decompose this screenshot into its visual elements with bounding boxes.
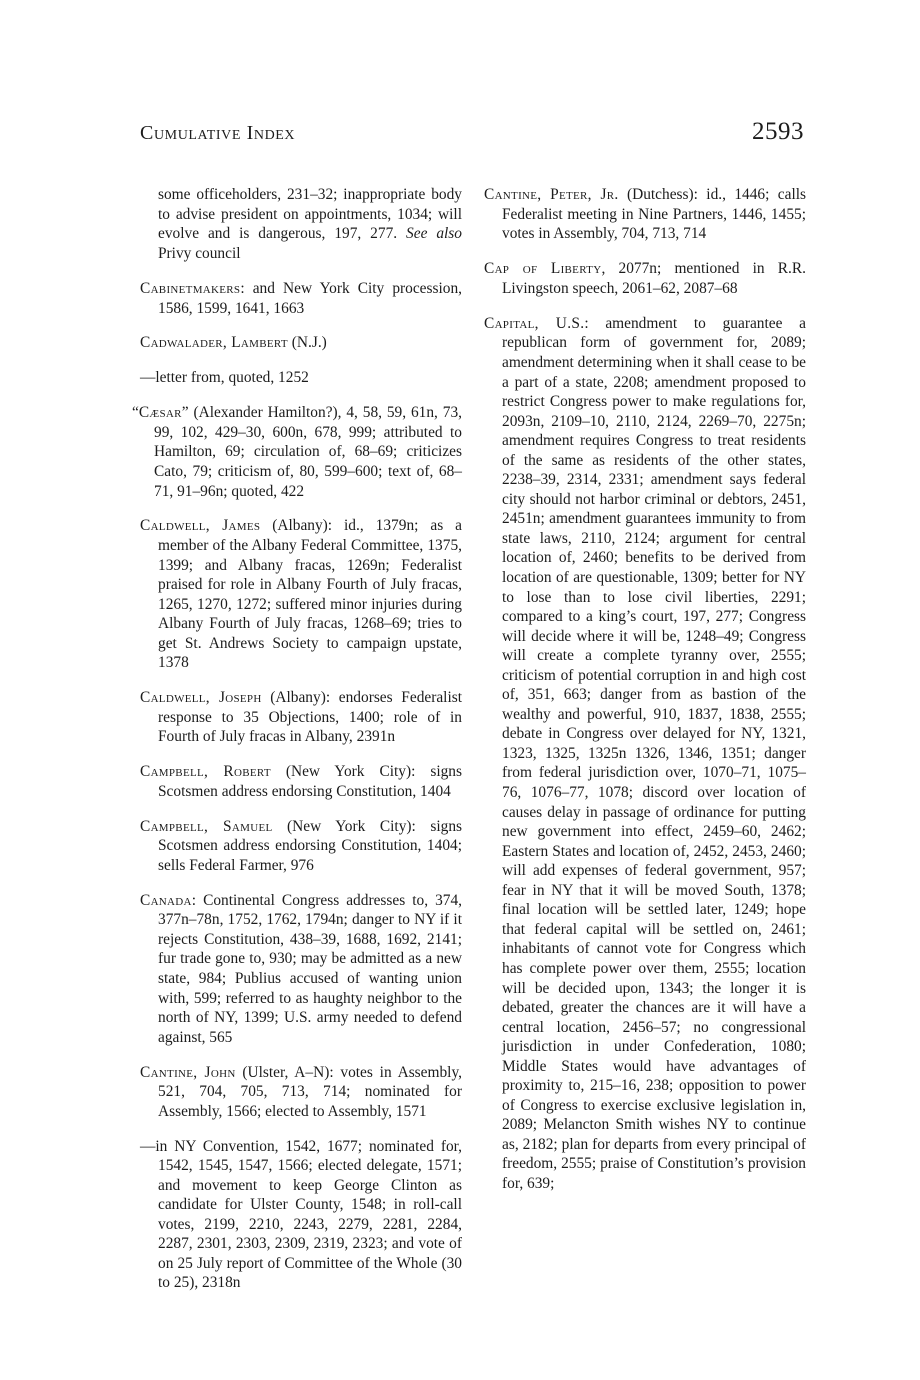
- see-also-label: See also: [406, 225, 462, 243]
- entry-headword: Cantine, Peter, Jr.: [484, 186, 619, 204]
- index-subentry: [140, 368, 462, 388]
- index-column-left: [132, 170, 462, 1297]
- index-entry: [140, 333, 462, 353]
- entry-headword: Campbell, Robert: [140, 763, 271, 781]
- index-subentry: [140, 1137, 462, 1293]
- entry-headword: Cadwalader, Lambert: [140, 334, 288, 352]
- entry-text: : and New York City procession, 1586, 1599, 1641, 1663: [158, 279, 462, 317]
- entry-headword: Canada: [140, 891, 192, 909]
- running-head: [140, 118, 804, 152]
- index-entry-continuation: [140, 185, 462, 263]
- index-entry: [140, 688, 462, 747]
- entry-text: —letter from, quoted, 1252: [140, 369, 309, 387]
- entry-headword: Caldwell, Joseph: [140, 689, 262, 707]
- entry-text: : Continental Congress addresses to, 374, 377n–78n, 1752, 1762, 1794n; danger to NY if it rejects Constitution, 438–39, 1688, 1692, 2141; fur trade gone to, 930; may be admitted as a new state, 984; Publius accused of wanting union with, 599; referred to as haughty neighbor to the north of NY, 1399; U.S. army needed to defend against, 565: [158, 891, 462, 1046]
- entry-headword: Cabinetmakers: [140, 279, 241, 297]
- index-entry: [484, 259, 806, 298]
- entry-text: (New York City): signs Scotsmen address endorsing Constitution, 1404; sells Federal Farmer, 976: [158, 817, 462, 874]
- entry-headword: Cantine, John: [140, 1063, 236, 1081]
- entry-text: (N.J.): [287, 334, 327, 352]
- entry-text: (Dutchess): id., 1446; calls Federalist meeting in Nine Partners, 1446, 1455; votes in Assembly, 704, 713, 714: [502, 186, 806, 243]
- entry-text: some officeholders, 231–32; inappropriate body to advise president on appointments, 1034; will evolve and is dangerous, 197, 277.: [158, 186, 462, 243]
- index-entry: [132, 403, 462, 501]
- entry-text: (Albany): endorses Federalist response to 35 Objections, 1400; role of in Fourth of July fracas in Albany, 2391n: [158, 689, 462, 746]
- index-entry: [140, 762, 462, 801]
- running-head-title: Cumulative Index: [140, 122, 296, 144]
- index-entry: [140, 1063, 462, 1122]
- entry-headword: Cæsar: [138, 404, 182, 422]
- entry-text: (Albany): id., 1379n; as a member of the Albany Federal Committee, 1375, 1399; and Albany fracas, 1269n; Federalist praised for role in Albany Fourth of July fracas, 1265, 1270, 1272; suffered minor injuries during Albany Fourth of July fracas, 1268–69; tries to get St. Andrews Society to campaign upstate, 1378: [158, 517, 462, 672]
- entry-text: (Ulster, A–N): votes in Assembly, 521, 704, 705, 713, 714; nominated for Assembly, 1566; elected to Assembly, 1571: [158, 1063, 462, 1120]
- entry-text: ” (Alexander Hamilton?), 4, 58, 59, 61n, 73, 99, 102, 429–30, 600n, 678, 999; attributed to Hamilton, 69; circulation of, 68–69; criticizes Cato, 79; criticism of, 80, 599–600; text of, 68–71, 91–96n; quoted, 422: [154, 404, 462, 500]
- index-entry: [484, 314, 806, 1194]
- index-entry: [140, 516, 462, 672]
- entry-headword: Campbell, Samuel: [140, 817, 273, 835]
- entry-headword: Capital, U.S.: [484, 314, 585, 332]
- index-entry: [140, 891, 462, 1047]
- index-column-right: [484, 170, 806, 1198]
- entry-headword: Caldwell, James: [140, 517, 261, 535]
- index-entry: [140, 817, 462, 876]
- entry-text: : amendment to guarantee a republican form of government for, 2089; amendment determining when it shall cease to be a part of a state, 2208; amendment proposed to restrict Congress power to make regulations for, 2093n, 2109–10, 2110, 2124, 2269–70, 2275n; amendment requires Congress to treat residents of the same as residents of the other states, 2238–39, 2314, 2331; amendment says federal city should not harbor criminal or debtors, 2451, 2451n; amendment guarantees immunity to from state laws, 2110, 2124; argument for central location of, 2460; benefits to be derived from location of are questionable, 1309; better for NY to lose than to lose civil liberties, 2291; compared to a king’s court, 197, 277; Congress will decide where it will be, 1248–49; Congress will create a complete tyranny over, 2555; criticism of potential corruption in and high cost of, 351, 663; danger from as bastion of the wealthy and powerful, 910, 1837, 1838, 2555; debate in Congress over delayed for NY, 1321, 1323, 1325, 1325n 1326, 1346, 1351; danger from federal jurisdiction over, 1070–71, 1075–76, 1076–77, 1078; discord over location of causes delay in passage of ordinance for putting new government into effect, 2459–60, 2462; Eastern States and location of, 2452, 2453, 2460; will add expenses of federal government, 957; fear in NY that it will be moved South, 1378; final location will be settled later, 1249; hope that federal capital will be settled on, 2461; inhabitants of cannot vote for Congress which has complete power over them, 2555; location will be decided upon, 1343; the longer it is debated, greater the chances are it will have a central location, 2456–57; no congressional jurisdiction in under Confederation, 1080; Middle States would have advantages of proximity to, 215–16, 238; opposition to power of Congress to exercise exclusive legislation in, 2089; Melancton Smith wishes NY to continue as, 2182; plan for departs from every principal of freedom, 2555; praise of Constitution’s provision for, 639;: [502, 314, 806, 1192]
- index-entry: [140, 279, 462, 318]
- see-also-target: Privy council: [158, 245, 241, 263]
- open-quote: “: [132, 404, 139, 422]
- index-entry: [484, 185, 806, 244]
- entry-text: (New York City): signs Scotsmen address endorsing Constitution, 1404: [158, 763, 462, 800]
- page-number: 2593: [752, 118, 804, 145]
- entry-text: —in NY Convention, 1542, 1677; nominated for, 1542, 1545, 1547, 1566; elected delegate, 1571; and movement to keep George Clinton as candidate for Ulster County, 1548; in roll-call votes, 2199, 2210, 2243, 2279, 2281, 2284, 2287, 2301, 2303, 2309, 2319, 2323; and vote of on 25 July report of Committee of the Whole (30 to 25), 2318n: [140, 1137, 462, 1292]
- entry-text: , 2077n; mentioned in R.R. Livingston speech, 2061–62, 2087–68: [502, 260, 807, 297]
- entry-headword: Cap of Liberty: [484, 260, 602, 278]
